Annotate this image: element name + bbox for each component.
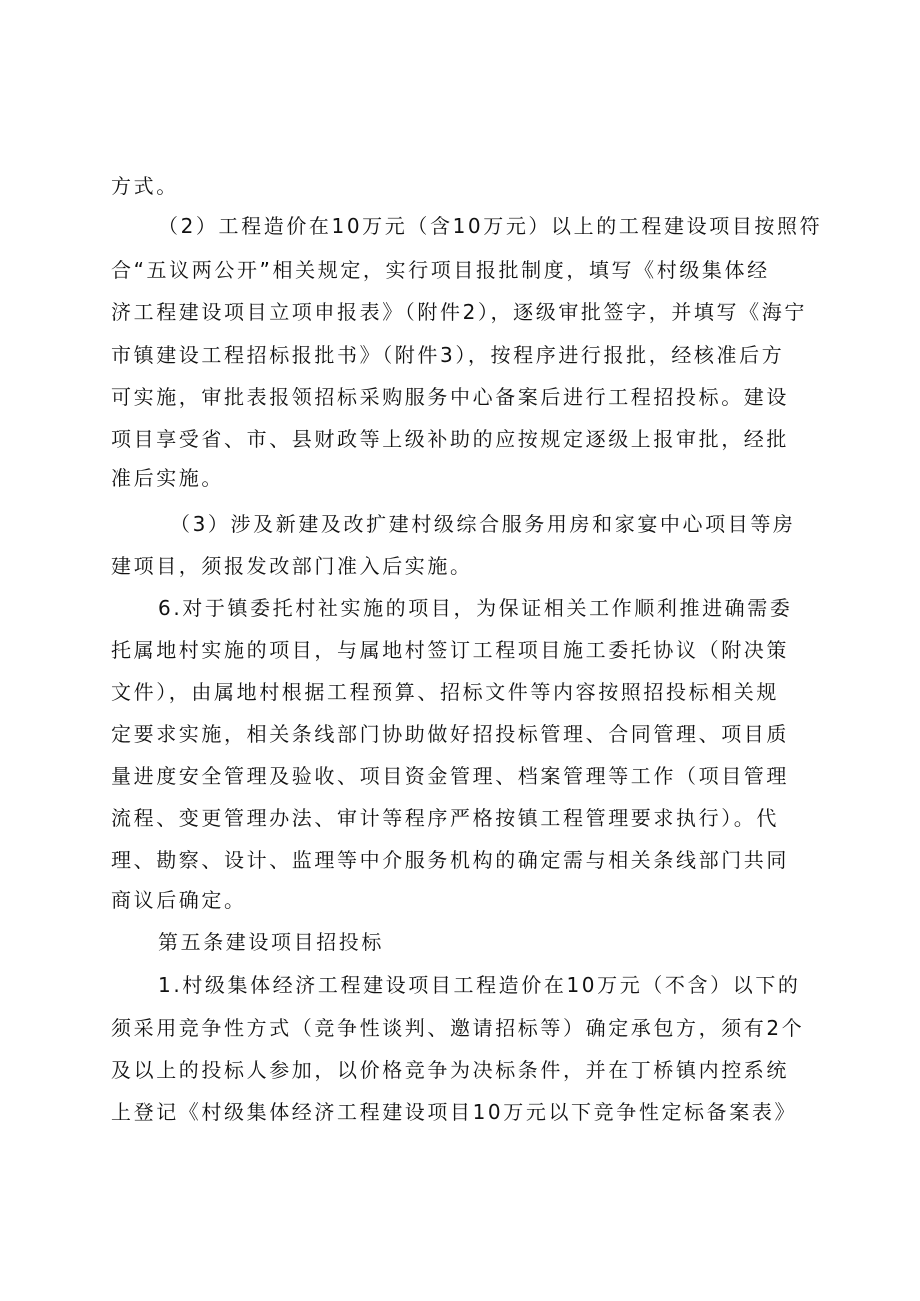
text-line: 须采用竞争性方式（竞争性谈判、邀请招标等）确定承包方，须有2个 bbox=[111, 1016, 805, 1040]
text-line: 方式。 bbox=[111, 174, 179, 198]
text-line: 准后实施。 bbox=[111, 466, 224, 490]
text-line: 建项目，须报发改部门准入后实施。 bbox=[111, 554, 473, 578]
text-line: 商议后确定。 bbox=[111, 888, 247, 912]
section-heading: 第五条建设项目招投标 bbox=[158, 930, 384, 954]
text-line: 可实施，审批表报领招标采购服务中心备案后进行工程招投标。建设 bbox=[111, 385, 789, 409]
text-line: 1.村级集体经济工程建设项目工程造价在10万元（不含）以下的 bbox=[158, 973, 801, 997]
text-line: 理、勘察、设计、监理等中介服务机构的确定需与相关条线部门共同 bbox=[111, 848, 789, 872]
text-line: 市镇建设工程招标报批书》（附件3），按程序进行报批，经核准后方 bbox=[111, 343, 785, 367]
text-line: 济工程建设项目立项申报表》（附件2），逐级审批签字，并填写《海宁 bbox=[111, 300, 807, 324]
text-line: 项目享受省、市、县财政等上级补助的应按规定逐级上报审批，经批 bbox=[111, 427, 789, 451]
text-line: 定要求实施，相关条线部门协助做好招投标管理、合同管理、项目质 bbox=[111, 722, 789, 746]
text-line: 合“五议两公开”相关规定，实行项目报批制度，填写《村级集体经 bbox=[111, 258, 770, 282]
text-line: 量进度安全管理及验收、项目资金管理、档案管理等工作（项目管理 bbox=[111, 764, 789, 788]
text-line: 上登记《村级集体经济工程建设项目10万元以下竞争性定标备案表》 bbox=[111, 1100, 798, 1124]
text-line: 流程、变更管理办法、审计等程序严格按镇工程管理要求执行）。代 bbox=[111, 806, 779, 830]
text-line: （3）涉及新建及改扩建村级综合服务用房和家宴中心项目等房 bbox=[170, 512, 796, 536]
text-line: 6.对于镇委托村社实施的项目，为保证相关工作顺利推进确需委 bbox=[158, 596, 793, 620]
text-line: 文件），由属地村根据工程预算、招标文件等内容按照招投标相关规 bbox=[111, 680, 779, 704]
text-line: 托属地村实施的项目，与属地村签订工程项目施工委托协议（附决策 bbox=[111, 638, 789, 662]
text-line: （2）工程造价在10万元（含10万元）以上的工程建设项目按照符 bbox=[158, 214, 823, 238]
text-line: 及以上的投标人参加，以价格竞争为决标条件，并在丁桥镇内控系统 bbox=[111, 1058, 789, 1082]
